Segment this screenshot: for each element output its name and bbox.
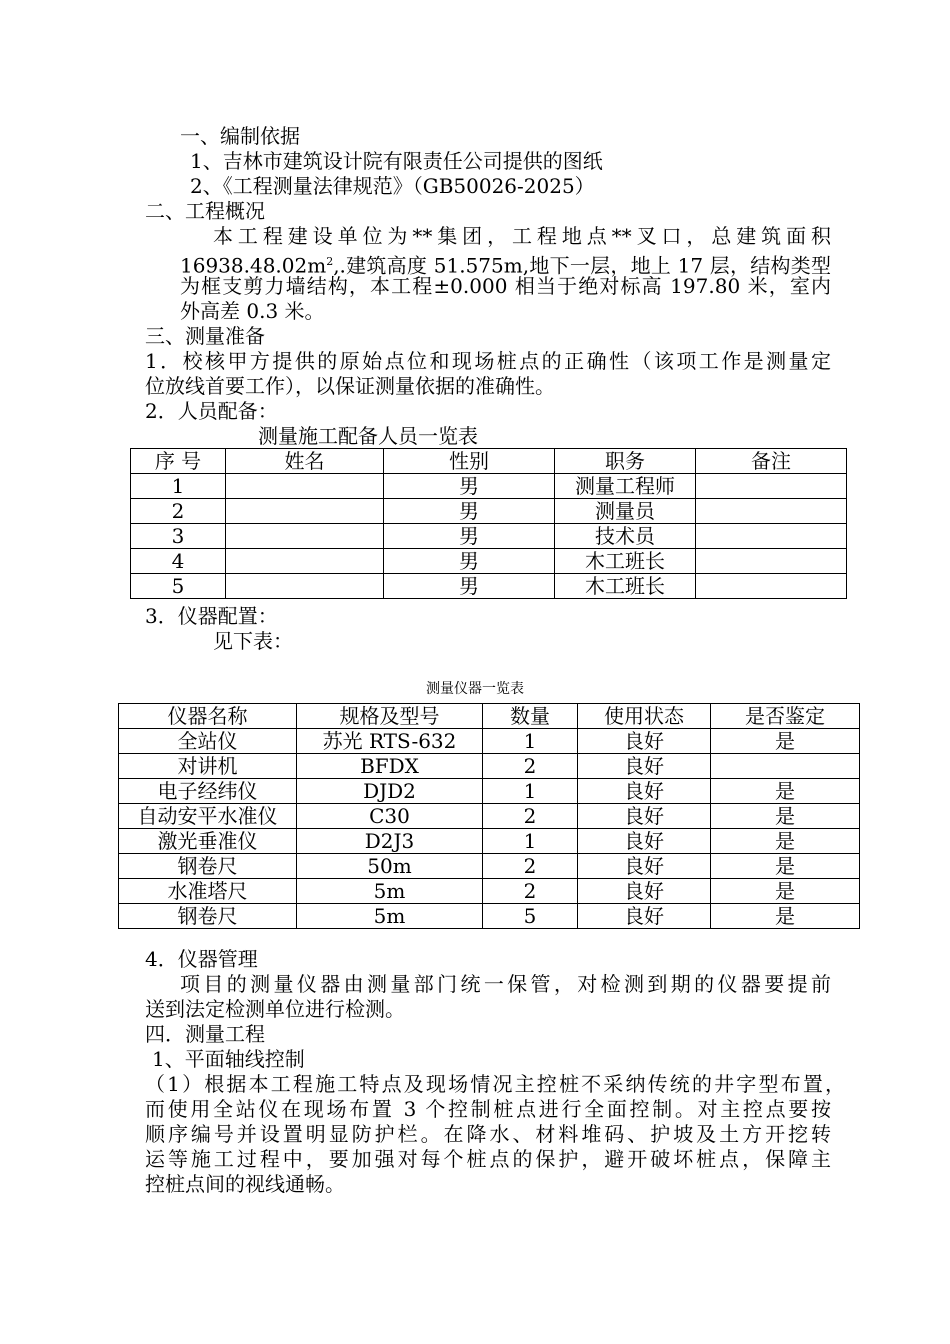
- table-row: [131, 524, 847, 549]
- instrument-cell-qty: 1: [483, 729, 578, 754]
- staff-cell-gender: 男: [384, 524, 555, 549]
- instrument-cell-model: C30: [297, 804, 483, 829]
- staff-header-position: 职务: [555, 449, 696, 474]
- section3-item4: 4．仪器管理: [145, 947, 258, 971]
- staff-cell-position: 木工班长: [555, 549, 696, 574]
- instrument-cell-verified: 是: [711, 904, 860, 929]
- instrument-cell-name: 全站仪: [119, 729, 297, 754]
- section2-heading: 二、工程概况: [145, 199, 265, 223]
- instrument-cell-verified: 是: [711, 729, 860, 754]
- section4-para-line1: （1）根据本工程施工特点及现场情况主控桩不采纳传统的井字型布置，: [145, 1072, 845, 1096]
- instrument-cell-status: 良好: [578, 779, 711, 804]
- section3-item4-line2: 送到法定检测单位进行检测。: [145, 997, 405, 1021]
- table-row: [119, 729, 860, 754]
- instrument-header-verified: 是否鉴定: [711, 704, 860, 729]
- staff-cell-name: [226, 524, 384, 549]
- staff-cell-remark: [696, 499, 847, 524]
- section2-para-line1: 本工程建设单位为**集团，工程地点**叉口，总建筑面积: [213, 224, 831, 248]
- section3-heading: 三、测量准备: [145, 324, 265, 348]
- staff-cell-seq: 3: [131, 524, 226, 549]
- instrument-cell-model: 苏光 RTS-632: [297, 729, 483, 754]
- staff-cell-position: 技术员: [555, 524, 696, 549]
- section4-para-line2: 而使用全站仪在现场布置 3 个控制桩点进行全面控制。对主控点要按: [145, 1097, 831, 1121]
- staff-cell-gender: 男: [384, 549, 555, 574]
- staff-cell-gender: 男: [384, 499, 555, 524]
- table-row: [131, 549, 847, 574]
- staff-cell-position: 测量员: [555, 499, 696, 524]
- instrument-cell-status: 良好: [578, 754, 711, 779]
- section2-para-line4: 外高差 0.3 米。: [180, 299, 325, 323]
- section4-para-line5: 控桩点间的视线通畅。: [145, 1172, 345, 1196]
- instrument-cell-qty: 1: [483, 829, 578, 854]
- staff-cell-remark: [696, 474, 847, 499]
- staff-cell-seq: 1: [131, 474, 226, 499]
- instrument-cell-verified: 是: [711, 804, 860, 829]
- instrument-cell-model: DJD2: [297, 779, 483, 804]
- instrument-cell-name: 钢卷尺: [119, 904, 297, 929]
- table-row: [119, 754, 860, 779]
- section1-heading: 一、编制依据: [180, 124, 300, 148]
- section4-para-line4: 运等施工过程中，要加强对每个桩点的保护，避开破坏桩点，保障主: [145, 1147, 831, 1171]
- area-rest: ,.建筑高度 51.575m,地下一层，地上 17 层，结构类型: [333, 253, 831, 278]
- instrument-cell-model: 50m: [297, 854, 483, 879]
- staff-cell-remark: [696, 549, 847, 574]
- table-row: [119, 804, 860, 829]
- staff-cell-name: [226, 574, 384, 599]
- staff-cell-seq: 5: [131, 574, 226, 599]
- staff-cell-seq: 4: [131, 549, 226, 574]
- area-value: 16938.48.02m: [180, 253, 327, 278]
- instrument-cell-name: 电子经纬仪: [119, 779, 297, 804]
- instrument-cell-verified: 是: [711, 854, 860, 879]
- table-row: [131, 574, 847, 599]
- staff-cell-position: 木工班长: [555, 574, 696, 599]
- staff-cell-remark: [696, 524, 847, 549]
- table-row: [119, 829, 860, 854]
- staff-header-gender: 性别: [384, 449, 555, 474]
- table-row: [131, 499, 847, 524]
- instrument-cell-qty: 1: [483, 779, 578, 804]
- table-row: [119, 779, 860, 804]
- staff-cell-name: [226, 474, 384, 499]
- instrument-header-qty: 数量: [483, 704, 578, 729]
- section3-item3-note: 见下表：: [213, 629, 293, 653]
- instrument-cell-name: 激光垂准仪: [119, 829, 297, 854]
- staff-table-header-row: [131, 449, 847, 474]
- staff-cell-gender: 男: [384, 574, 555, 599]
- instrument-cell-status: 良好: [578, 879, 711, 904]
- instrument-cell-model: 5m: [297, 904, 483, 929]
- staff-cell-position: 测量工程师: [555, 474, 696, 499]
- section1-item1: 1、吉林市建筑设计院有限责任公司提供的图纸: [190, 149, 603, 173]
- staff-cell-seq: 2: [131, 499, 226, 524]
- staff-table-caption: 测量施工配备人员一览表: [258, 424, 478, 448]
- table-row: [131, 474, 847, 499]
- staff-header-remark: 备注: [696, 449, 847, 474]
- instrument-cell-status: 良好: [578, 904, 711, 929]
- instrument-cell-qty: 2: [483, 804, 578, 829]
- staff-header-name: 姓名: [226, 449, 384, 474]
- section3-item4-line1: 项目的测量仪器由测量部门统一保管，对检测到期的仪器要提前: [180, 972, 831, 996]
- instrument-cell-verified: 是: [711, 779, 860, 804]
- instrument-cell-verified: 是: [711, 829, 860, 854]
- instrument-header-name: 仪器名称: [119, 704, 297, 729]
- instrument-cell-qty: 2: [483, 854, 578, 879]
- area-unit-superscript: 2: [326, 255, 334, 268]
- instrument-cell-name: 对讲机: [119, 754, 297, 779]
- instrument-cell-qty: 2: [483, 754, 578, 779]
- instrument-cell-verified: [711, 754, 860, 779]
- table-row: [119, 854, 860, 879]
- section4-para-line3: 顺序编号并设置明显防护栏。在降水、材料堆码、护坡及土方开挖转: [145, 1122, 831, 1146]
- section4-sub1: 1、平面轴线控制: [152, 1047, 305, 1071]
- instrument-cell-model: 5m: [297, 879, 483, 904]
- instrument-table-caption: 测量仪器一览表: [426, 681, 524, 697]
- instrument-header-model: 规格及型号: [297, 704, 483, 729]
- table-row: [119, 904, 860, 929]
- instrument-cell-qty: 5: [483, 904, 578, 929]
- section2-para-line3: 为框支剪力墙结构，本工程±0.000 相当于绝对标高 197.80 米，室内: [180, 274, 831, 298]
- staff-cell-gender: 男: [384, 474, 555, 499]
- instrument-cell-name: 钢卷尺: [119, 854, 297, 879]
- instrument-cell-qty: 2: [483, 879, 578, 904]
- instrument-cell-model: BFDX: [297, 754, 483, 779]
- staff-header-seq: 序 号: [131, 449, 226, 474]
- staff-table: [130, 448, 847, 599]
- instrument-cell-name: 水准塔尺: [119, 879, 297, 904]
- instrument-cell-status: 良好: [578, 829, 711, 854]
- staff-cell-name: [226, 499, 384, 524]
- instrument-cell-status: 良好: [578, 729, 711, 754]
- instrument-table: [118, 703, 860, 929]
- section4-heading: 四．测量工程: [145, 1022, 265, 1046]
- staff-cell-name: [226, 549, 384, 574]
- table-row: [119, 879, 860, 904]
- instrument-cell-model: D2J3: [297, 829, 483, 854]
- staff-cell-remark: [696, 574, 847, 599]
- instrument-header-status: 使用状态: [578, 704, 711, 729]
- section3-item3: 3．仪器配置：: [145, 604, 278, 628]
- instrument-cell-status: 良好: [578, 854, 711, 879]
- instrument-cell-name: 自动安平水准仪: [119, 804, 297, 829]
- instrument-cell-status: 良好: [578, 804, 711, 829]
- instrument-cell-verified: 是: [711, 879, 860, 904]
- section1-item2: 2、《工程测量法律规范》（GB50026-2025）: [190, 174, 595, 198]
- instrument-table-header-row: [119, 704, 860, 729]
- section3-item2: 2．人员配备：: [145, 399, 278, 423]
- section3-item1-line1: 1．校核甲方提供的原始点位和现场桩点的正确性（该项工作是测量定: [145, 349, 831, 373]
- section3-item1-line2: 位放线首要工作），以保证测量依据的准确性。: [145, 374, 555, 398]
